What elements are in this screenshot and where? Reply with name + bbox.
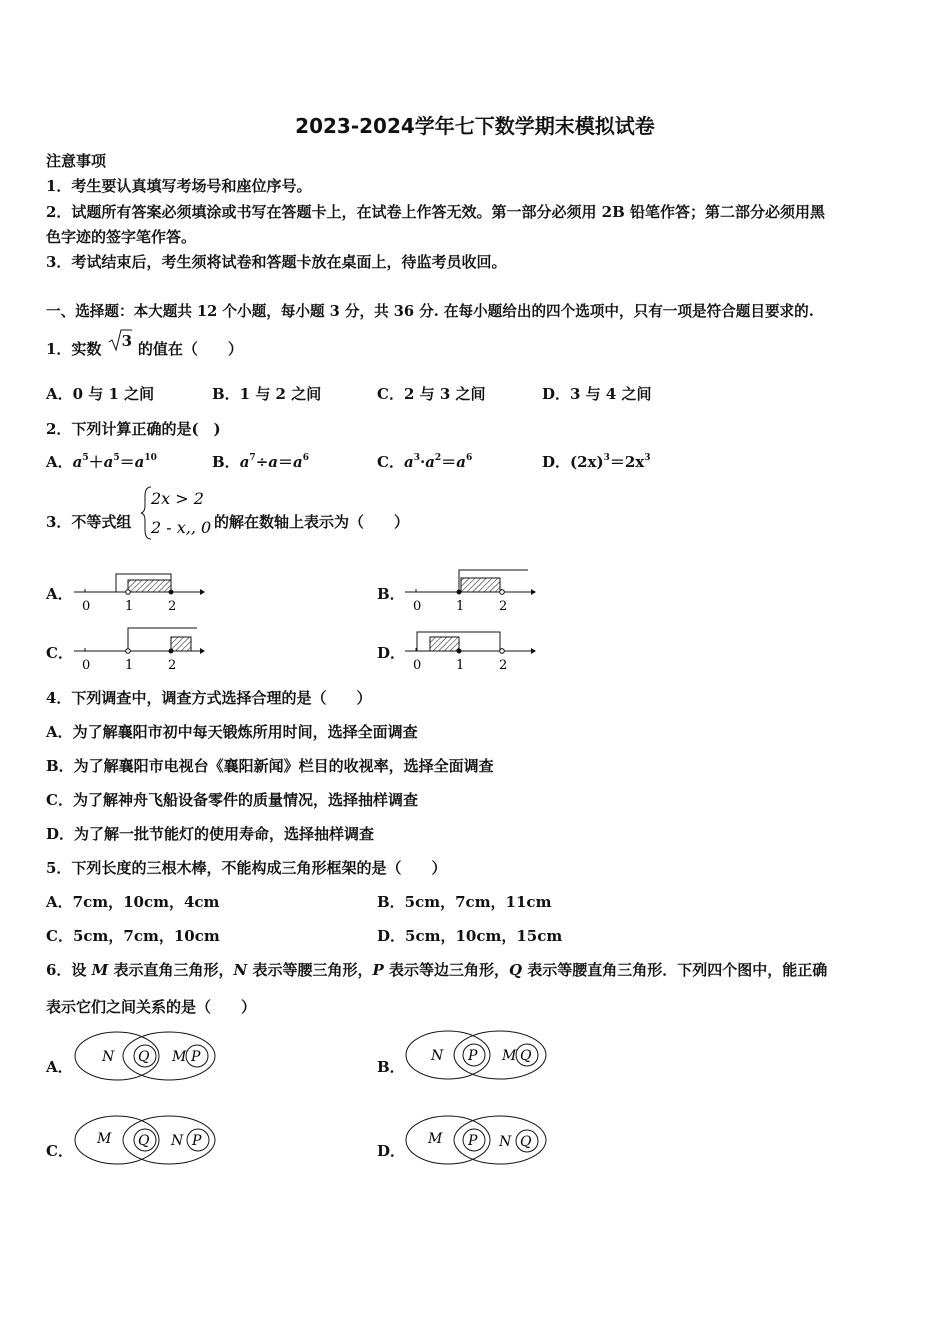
q4-option-a: A．为了解襄阳市初中每天锻炼所用时间，选择全面调查 xyxy=(46,723,418,741)
q1-option-a: A．0 与 1 之间 xyxy=(46,385,155,403)
exponent: 3 xyxy=(413,453,420,463)
question-5-stem: 5．下列长度的三根木棒，不能构成三角形框架的是（ ） xyxy=(46,859,447,877)
notice-item: 3．考试结束后，考生须将试卷和答题卡放在桌面上，待监考员收回。 xyxy=(46,253,507,271)
question-1-stem xyxy=(46,332,243,360)
q2-option-d xyxy=(542,451,651,473)
q2-option-b xyxy=(212,451,309,473)
venn-diagram-b xyxy=(403,1028,553,1082)
q6-option-b-label: B． xyxy=(377,1058,405,1076)
option-label: B． xyxy=(212,453,240,471)
radicand: 3 xyxy=(121,332,133,350)
q5-option-d: D．5cm，10cm，15cm xyxy=(377,927,563,945)
q3-option-c-label: C． xyxy=(46,644,73,662)
q3-number-line-a xyxy=(72,565,207,615)
q5-option-b: B．5cm，7cm，11cm xyxy=(377,893,552,911)
q3-number-line-b xyxy=(403,565,538,615)
set-label: P xyxy=(468,1048,478,1064)
q5-option-a: A．7cm，10cm，4cm xyxy=(46,893,220,911)
open-dot xyxy=(500,590,505,595)
solution-region xyxy=(128,580,171,592)
set-label: Q xyxy=(520,1134,532,1150)
closed-dot xyxy=(457,590,462,595)
tick-label: 0 xyxy=(82,658,91,673)
tick-label: 2 xyxy=(168,599,177,614)
q6-option-a-label: A． xyxy=(46,1058,73,1076)
exponent: 6 xyxy=(465,453,473,463)
q3-option-d-label: D． xyxy=(377,644,406,662)
math-op: ＝ xyxy=(609,453,625,471)
set-label: Q xyxy=(138,1049,150,1065)
q3-stem-start: 3．不等式组 xyxy=(46,513,132,531)
q6-option-c-label: C． xyxy=(46,1142,73,1160)
math-var: a xyxy=(293,453,303,471)
q4-option-c: C．为了解神舟飞船设备零件的质量情况，选择抽样调查 xyxy=(46,791,418,809)
q3-option-a-label: A． xyxy=(46,585,73,603)
math-var: a xyxy=(239,453,250,471)
exponent: 5 xyxy=(113,453,120,463)
q6-symbol: P xyxy=(372,961,384,979)
q5-option-c: C．5cm，7cm，10cm xyxy=(46,927,220,945)
q1-option-c: C．2 与 3 之间 xyxy=(377,385,486,403)
set-ellipse xyxy=(123,1032,215,1080)
exponent: 10 xyxy=(144,453,157,463)
q6-text: 表示直角三角形， xyxy=(108,961,234,979)
solution-region xyxy=(461,578,500,592)
q3-number-line-c xyxy=(72,624,207,674)
set-label: P xyxy=(191,1049,201,1065)
notice-item: 2．试题所有答案必须填涂或书写在答题卡上，在试卷上作答无效。第一部分必须用 2B 铅笔作答；第二部分必须用黑 xyxy=(46,203,826,221)
q1-option-b: B．1 与 2 之间 xyxy=(212,385,322,403)
q6-symbol: N xyxy=(233,961,248,979)
set-label: N xyxy=(499,1134,512,1150)
math-var: a xyxy=(425,453,435,471)
exponent: 7 xyxy=(249,453,256,463)
q1-stem-end: 的值在（ ） xyxy=(137,340,243,358)
question-4-stem: 4．下列调查中，调查方式选择合理的是（ ） xyxy=(46,689,372,707)
set-label: P xyxy=(468,1133,478,1149)
exponent: 6 xyxy=(302,453,310,463)
math-op: ＝ xyxy=(441,453,457,471)
question-6-stem xyxy=(46,959,827,981)
set-label: Q xyxy=(138,1133,150,1149)
exponent: 5 xyxy=(82,453,89,463)
set-label: N xyxy=(171,1133,184,1149)
math-op: ＝ xyxy=(119,453,135,471)
tick-label: 2 xyxy=(168,658,177,673)
q1-option-d: D．3 与 4 之间 xyxy=(542,385,652,403)
open-dot xyxy=(126,590,131,595)
math-var: a xyxy=(134,453,145,471)
venn-diagram-a xyxy=(72,1030,222,1084)
venn-diagram-d xyxy=(403,1113,553,1167)
arrow-icon xyxy=(200,648,205,654)
open-dot xyxy=(126,649,131,654)
math-op: ＝ xyxy=(278,453,294,471)
closed-dot xyxy=(169,590,174,595)
venn-diagram-c xyxy=(72,1113,222,1167)
q6-symbol: M xyxy=(91,961,109,979)
solution-region xyxy=(171,637,191,651)
notice-item: 色字迹的签字笔作答。 xyxy=(46,228,197,246)
exponent: 2 xyxy=(434,453,442,463)
tick-label: 1 xyxy=(125,599,134,614)
math-var: a xyxy=(268,453,278,471)
section-heading: 一、选择题：本大题共 12 个小题，每小题 3 分，共 36 分. 在每小题给出的四个选项中，只有一项是符合题目要求的. xyxy=(46,303,814,320)
q3-number-line-d xyxy=(403,624,538,674)
set-label: M xyxy=(97,1131,112,1147)
math-var: a xyxy=(103,453,114,471)
math-expr: (2x) xyxy=(570,453,604,471)
arrow-icon xyxy=(200,589,205,595)
closed-dot xyxy=(457,649,462,654)
math-op: ＋ xyxy=(88,453,104,471)
q6-text: 表示等边三角形， xyxy=(383,961,509,979)
arrow-icon xyxy=(531,589,536,595)
set-label: N xyxy=(102,1049,115,1065)
set-label: N xyxy=(431,1048,444,1064)
math-var: a xyxy=(403,453,414,471)
q3-stem-end: 的解在数轴上表示为（ ） xyxy=(214,513,410,531)
math-var: a xyxy=(72,453,83,471)
sqrt-symbol xyxy=(107,332,133,360)
math-expr: 2x xyxy=(624,453,645,471)
inequality-2: 2 - x,, 0 xyxy=(151,518,212,537)
math-op: ÷ xyxy=(255,453,269,471)
arrow-icon xyxy=(531,648,536,654)
q6-symbol: Q xyxy=(508,961,523,979)
q2-option-a xyxy=(46,451,157,473)
q4-option-d: D．为了解一批节能灯的使用寿命，选择抽样调查 xyxy=(46,825,375,843)
q6-stem-line2: 表示它们之间关系的是（ ） xyxy=(46,998,257,1016)
open-dot xyxy=(500,649,505,654)
option-label: C． xyxy=(377,453,404,471)
set-label: P xyxy=(192,1133,202,1149)
notice-heading: 注意事项 xyxy=(46,152,107,170)
set-label: M xyxy=(502,1048,517,1064)
q6-option-d-label: D． xyxy=(377,1142,406,1160)
tick-label: 2 xyxy=(499,658,508,673)
set-label: M xyxy=(172,1049,187,1065)
option-label: D． xyxy=(542,453,571,471)
math-op: · xyxy=(419,453,426,471)
tick-label: 0 xyxy=(413,658,422,673)
page-title: 2023-2024学年七下数学期末模拟试卷 xyxy=(295,114,655,138)
solution-region xyxy=(430,637,459,651)
exponent: 3 xyxy=(644,453,651,463)
tick-label: 1 xyxy=(456,658,465,673)
q4-option-b: B．为了解襄阳市电视台《襄阳新闻》栏目的收视率，选择全面调查 xyxy=(46,757,494,775)
inequality-system xyxy=(140,484,212,542)
tick-label: 0 xyxy=(413,599,422,614)
q6-text: 表示等腰直角三角形．下列四个图中，能正确 xyxy=(522,961,828,979)
left-brace-icon xyxy=(141,487,151,539)
set-label: Q xyxy=(520,1048,532,1064)
q6-text: 表示等腰三角形， xyxy=(247,961,373,979)
exponent: 3 xyxy=(603,453,610,463)
inequality-1: 2x > 2 xyxy=(151,489,204,508)
closed-dot xyxy=(169,649,174,654)
math-var: a xyxy=(456,453,466,471)
set-label: M xyxy=(428,1131,443,1147)
tick-label: 1 xyxy=(456,599,465,614)
tick-label: 1 xyxy=(125,658,134,673)
q6-text: 6．设 xyxy=(46,961,92,979)
tick-label: 2 xyxy=(499,599,508,614)
q2-option-c xyxy=(377,451,472,473)
notice-item: 1．考生要认真填写考场号和座位序号。 xyxy=(46,177,312,195)
tick-label: 0 xyxy=(82,599,91,614)
q3-option-b-label: B． xyxy=(377,585,405,603)
question-2-stem: 2．下列计算正确的是( ) xyxy=(46,420,221,438)
option-label: A． xyxy=(46,453,73,471)
q1-stem-start: 1．实数 xyxy=(46,340,102,358)
